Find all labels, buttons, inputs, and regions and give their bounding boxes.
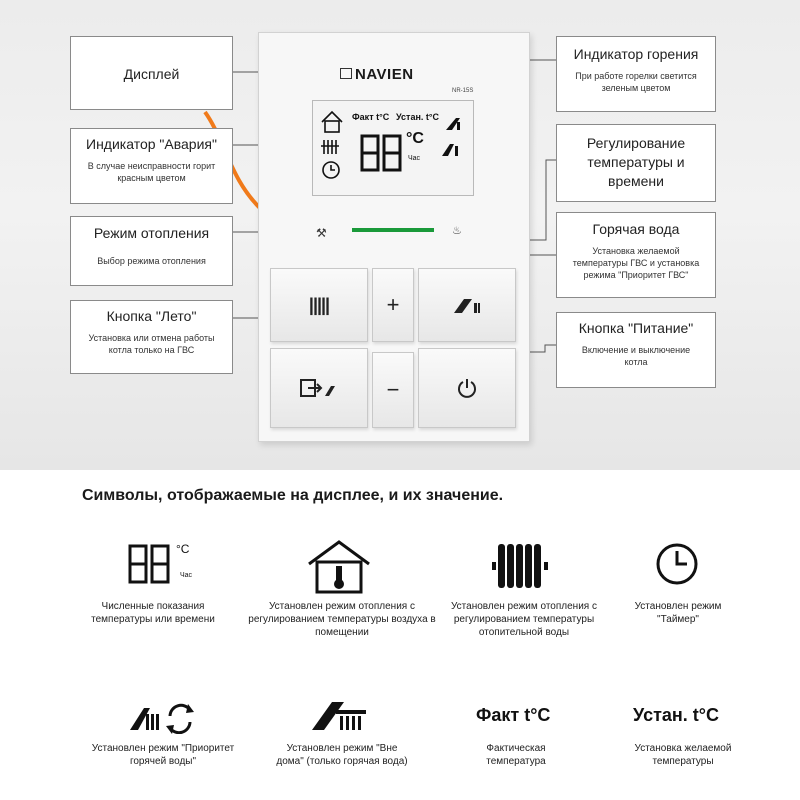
callout-summer-button [70,300,233,374]
callout-display-title: Дисплей [123,66,180,82]
legend-caption-actual: Фактическая температура [486,743,546,767]
callout-heating-mode-title: Режим отопления [93,225,210,241]
legend-caption-digits: Численные показания температуры или времени [91,601,215,625]
wrench-icon: ⚒ [316,226,327,240]
brand-logo: NAVIEN [340,66,414,83]
clock-icon [655,542,699,586]
radiator-icon: ||||| [308,294,330,315]
callout-heating-mode-desc: Выбор режима отопления [97,256,206,266]
burner-indicator-led [352,228,434,232]
lcd-icons [318,108,468,190]
model-label: NR-15S [452,88,474,94]
callout-alarm-desc: В случае неисправности горит красным цветом [87,161,216,183]
callout-summer-desc: Установка или отмена работы котла только на ГВС [88,333,215,355]
minus-button[interactable] [372,352,414,428]
callout-burner-title: Индикатор горения [573,46,699,62]
lcd-unit: °C [406,130,424,147]
heating-mode-button[interactable] [270,268,368,342]
digits-unit: °C [176,542,190,556]
legend-caption-water: Установлен режим отопления с регулированием температуры отопительной воды [450,601,597,638]
legend-caption-set: Установка желаемой температуры [634,743,732,767]
actual-temp-text: Факт t°C [476,705,551,725]
callout-hot-water-title: Горячая вода [592,221,680,237]
legend-caption-away: Установлен режим "Вне дома" (только горячая вода) [276,743,408,767]
callout-regulation-title: Регулирование температуры и времени [586,135,686,189]
callout-hot-water [556,212,716,298]
power-button[interactable] [418,348,516,428]
plus-button[interactable] [372,268,414,342]
plus-label: + [386,292,400,317]
power-icon [419,349,515,427]
summer-button[interactable] [270,348,368,428]
legend-caption-room: Установлен режим отопления с регулированием температуры воздуха в помещении [248,601,436,638]
away-icon [271,349,367,427]
callout-regulation [556,124,716,202]
lcd-radiator-icon [321,140,339,154]
callout-summer-title: Кнопка "Лето" [106,308,197,324]
set-temp-text: Устан. t°C [633,705,719,725]
minus-label: − [386,377,400,402]
callout-burner [556,36,716,112]
dhw-priority-icon [128,700,200,734]
callout-power-desc: Включение и выключение котла [581,345,691,367]
away-icon [310,698,374,734]
flame-icon: ♨ [452,225,462,237]
tap-icon [419,269,515,341]
lcd-actual-temp-label: Факт t°C [352,112,390,122]
callout-power-title: Кнопка "Питание" [578,320,694,336]
hot-water-button[interactable] [418,268,516,342]
callout-power-button [556,312,716,388]
callout-alarm [70,128,233,204]
lcd-hours: Час [408,155,421,162]
legend-caption-timer: Установлен режим "Таймер" [634,601,722,625]
radiator-icon [490,540,552,592]
callout-alarm-title: Индикатор "Авария" [86,136,217,152]
callout-hot-water-desc: Установка желаемой температуры ГВС и установка режима "Приоритет ГВС" [572,246,700,280]
house-thermometer-icon [305,538,375,594]
legend-heading: Символы, отображаемые на дисплее, и их значение. [82,487,504,504]
digits-icon [126,540,206,590]
callout-heating-mode [70,216,233,286]
callout-display [70,36,233,110]
callout-burner-desc: При работе горелки светится зеленым цветом [575,71,697,93]
legend-caption-dhw-priority: Установлен режим "Приоритет горячей воды" [91,743,235,767]
lcd-set-temp-label: Устан. t°C [396,112,439,122]
digits-hours: Час [180,572,193,579]
